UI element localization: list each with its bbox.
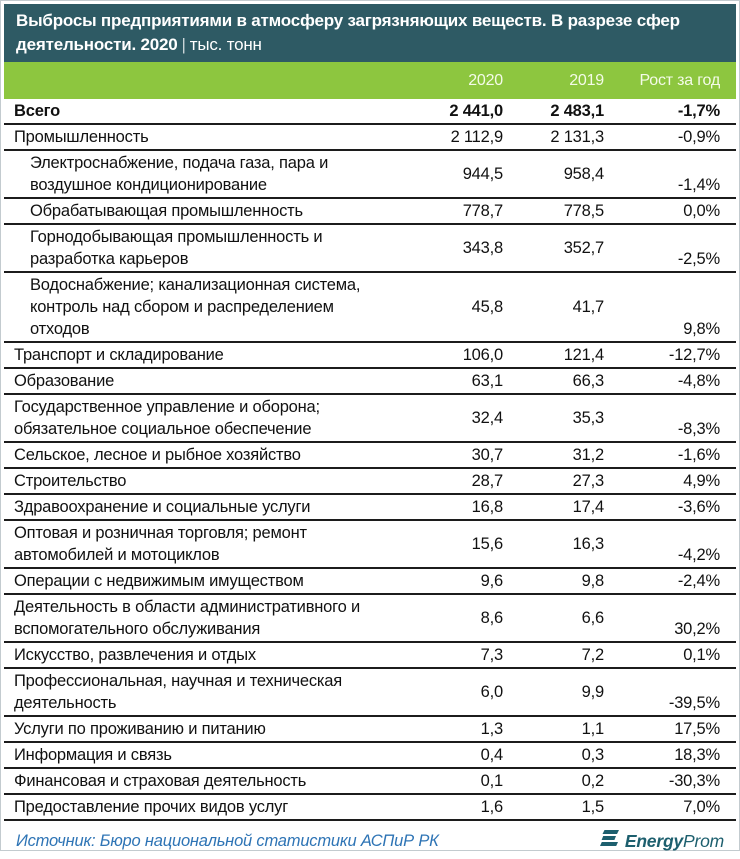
row-growth: -2,5% — [677, 250, 720, 268]
row-label: Горнодобывающая промышленность и разработка карьеров — [30, 228, 323, 268]
row-value-2019: 7,2 — [581, 646, 604, 664]
row-value-2019: 958,4 — [563, 165, 604, 183]
footer — [4, 821, 736, 859]
row-growth: 9,8% — [683, 320, 720, 338]
table-row — [4, 468, 736, 494]
row-value-2020: 30,7 — [471, 446, 503, 464]
table-row — [4, 520, 736, 568]
row-value-2020: 1,3 — [480, 720, 503, 738]
brand-text-light: Prom — [682, 830, 724, 851]
row-growth: 4,9% — [683, 472, 720, 490]
row-growth: 18,3% — [674, 746, 720, 764]
row-value-2019: 778,5 — [563, 202, 604, 220]
table-row — [4, 272, 736, 342]
row-value-2019: 0,3 — [581, 746, 604, 764]
row-value-2020: 106,0 — [462, 346, 503, 364]
row-value-2019: 17,4 — [572, 498, 604, 516]
row-label: Предоставление прочих видов услуг — [14, 798, 289, 816]
row-value-2020: 2 112,9 — [450, 128, 503, 146]
row-value-2020: 63,1 — [471, 372, 503, 390]
row-label: Искусство, развлечения и отдых — [14, 646, 256, 664]
row-growth: -0,9% — [677, 128, 720, 146]
row-value-2019: 9,9 — [581, 683, 604, 701]
row-growth: -8,3% — [677, 420, 720, 438]
row-label: Электроснабжение, подача газа, пара и воздушное кондиционирование — [30, 154, 329, 194]
row-label: Обрабатывающая промышленность — [30, 202, 303, 220]
row-label: Промышленность — [14, 128, 149, 146]
row-label: Финансовая и страховая деятельность — [14, 772, 307, 790]
row-value-2020: 2 441,0 — [449, 102, 503, 120]
row-value-2019: 41,7 — [572, 298, 604, 316]
emissions-table — [4, 62, 736, 821]
table-row — [4, 368, 736, 394]
row-growth: -1,4% — [677, 176, 720, 194]
row-growth: -1,6% — [677, 446, 720, 464]
row-growth: -12,7% — [668, 346, 720, 364]
table-row — [4, 568, 736, 594]
row-growth: 7,0% — [683, 798, 720, 816]
table-row — [4, 742, 736, 768]
row-value-2020: 8,6 — [480, 609, 503, 627]
row-label: Профессиональная, научная и техническая деятельность — [14, 672, 343, 712]
table-row — [4, 394, 736, 442]
column-header-2020: 2020 — [374, 62, 507, 99]
row-value-2019: 9,8 — [581, 572, 604, 590]
table-row — [4, 494, 736, 520]
row-growth: -3,6% — [677, 498, 720, 516]
row-value-2019: 35,3 — [572, 409, 604, 427]
row-label: Услуги по проживанию и питанию — [14, 720, 266, 738]
row-value-2020: 7,3 — [480, 646, 503, 664]
table-row — [4, 198, 736, 224]
row-label: Водоснабжение; канализационная система, контроль над сбором и распределением отходов — [30, 276, 361, 338]
row-value-2019: 27,3 — [572, 472, 604, 490]
row-label: Строительство — [14, 472, 127, 490]
row-value-2019: 1,1 — [581, 720, 604, 738]
title-bar — [4, 4, 736, 62]
page-title: Выбросы предприятиями в атмосферу загрязняющих веществ. В разрезе сфер деятельности. 2020 — [16, 11, 680, 54]
energyprom-icon — [599, 830, 620, 852]
row-value-2019: 2 483,1 — [550, 102, 604, 120]
energyprom-logo — [599, 830, 724, 852]
row-value-2020: 16,8 — [471, 498, 503, 516]
row-growth: 0,1% — [683, 646, 720, 664]
row-label: Образование — [14, 372, 115, 390]
row-value-2019: 352,7 — [563, 239, 604, 257]
row-value-2020: 0,1 — [480, 772, 503, 790]
row-growth: -2,4% — [677, 572, 720, 590]
row-value-2019: 0,2 — [581, 772, 604, 790]
row-value-2020: 45,8 — [471, 298, 503, 316]
row-value-2020: 343,8 — [462, 239, 503, 257]
row-label: Операции с недвижимым имуществом — [14, 572, 304, 590]
row-label: Сельское, лесное и рыбное хозяйство — [14, 446, 301, 464]
table-column-header — [4, 62, 736, 99]
row-label: Оптовая и розничная торговля; ремонт автомобилей и мотоциклов — [14, 524, 307, 564]
row-growth: -4,2% — [677, 546, 720, 564]
column-header-2019: 2019 — [507, 62, 608, 99]
table-row — [4, 342, 736, 368]
row-value-2020: 32,4 — [471, 409, 503, 427]
title-separator: | — [181, 35, 186, 54]
table-row — [4, 224, 736, 272]
row-growth: 30,2% — [674, 620, 720, 638]
row-value-2020: 1,6 — [480, 798, 503, 816]
row-value-2020: 778,7 — [462, 202, 503, 220]
table-row — [4, 768, 736, 794]
row-value-2020: 15,6 — [471, 535, 503, 553]
table-row — [4, 642, 736, 668]
row-value-2019: 16,3 — [572, 535, 604, 553]
table-row — [4, 99, 736, 124]
row-value-2020: 0,4 — [480, 746, 503, 764]
table-row — [4, 716, 736, 742]
title-unit: тыс. тонн — [189, 35, 262, 54]
row-growth: -30,3% — [668, 772, 720, 790]
source-text: Источник: Бюро национальной статистики АСПиР РК — [16, 831, 439, 850]
row-value-2019: 31,2 — [572, 446, 604, 464]
row-label: Здравоохранение и социальные услуги — [14, 498, 311, 516]
row-value-2019: 2 131,3 — [550, 128, 604, 146]
row-value-2020: 6,0 — [480, 683, 503, 701]
row-label: Деятельность в области административного и вспомогательного обслуживания — [14, 598, 360, 638]
row-growth: 0,0% — [683, 202, 720, 220]
row-value-2019: 121,4 — [563, 346, 604, 364]
row-value-2020: 944,5 — [462, 165, 503, 183]
table-body — [4, 99, 736, 820]
row-label: Всего — [14, 102, 61, 120]
column-header-empty — [4, 62, 374, 99]
brand-text — [625, 831, 724, 852]
row-value-2020: 28,7 — [471, 472, 503, 490]
row-value-2019: 6,6 — [581, 609, 604, 627]
row-growth: -1,7% — [677, 102, 720, 120]
table-row — [4, 442, 736, 468]
row-label: Транспорт и складирование — [14, 346, 224, 364]
row-value-2019: 1,5 — [581, 798, 604, 816]
row-value-2019: 66,3 — [572, 372, 604, 390]
row-label: Информация и связь — [14, 746, 172, 764]
header-row — [4, 62, 736, 99]
table-row — [4, 594, 736, 642]
row-value-2020: 9,6 — [480, 572, 503, 590]
row-growth: -39,5% — [668, 694, 720, 712]
table-row — [4, 124, 736, 150]
brand-text-bold: Energy — [624, 830, 683, 851]
table-row — [4, 150, 736, 198]
column-header-growth: Рост за год — [608, 62, 736, 99]
table-row — [4, 668, 736, 716]
row-growth: -4,8% — [677, 372, 720, 390]
row-label: Государственное управление и оборона; обязательное социальное обеспечение — [14, 398, 320, 438]
table-row — [4, 794, 736, 820]
row-growth: 17,5% — [674, 720, 720, 738]
